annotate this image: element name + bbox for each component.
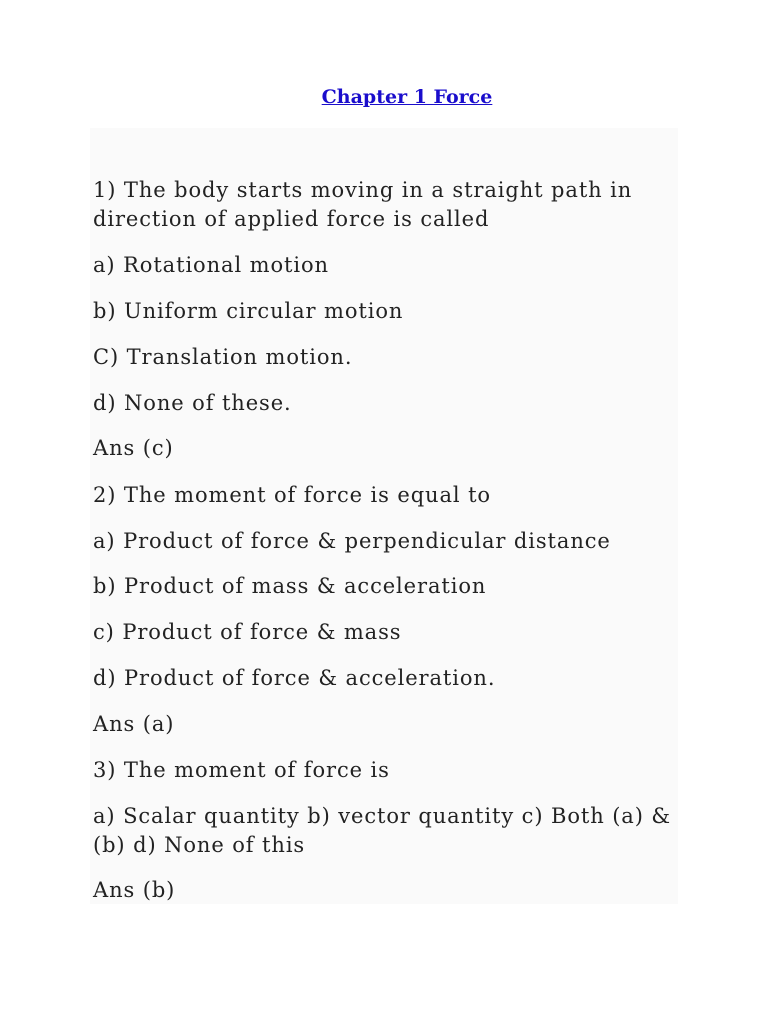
question-1-option-d: d) None of these. [93,391,292,415]
question-1-option-c: C) Translation motion. [93,345,353,369]
question-3-text: 3) The moment of force is [93,758,390,782]
question-3-answer: Ans (b) [93,878,176,902]
question-2-option-d: d) Product of force & acceleration. [93,666,496,690]
question-1-text-line-1: 1) The body starts moving in a straight path in [93,178,633,202]
chapter-title-link[interactable]: Chapter 1 Force [321,86,493,108]
question-2-option-b: b) Product of mass & acceleration [93,574,487,598]
question-2-option-a: a) Product of force & perpendicular distance [93,529,611,553]
question-1-text-line-2: direction of applied force is called [93,207,490,231]
question-3-options-line-1: a) Scalar quantity b) vector quantity c) Both (a) & [93,804,671,828]
question-2-text: 2) The moment of force is equal to [93,483,491,507]
question-1-answer: Ans (c) [93,436,174,460]
question-2-option-c: c) Product of force & mass [93,620,402,644]
question-2-answer: Ans (a) [93,712,175,736]
question-3-options-line-2: (b) d) None of this [93,833,306,857]
question-block [90,128,678,904]
question-1-option-b: b) Uniform circular motion [93,299,404,323]
question-1-option-a: a) Rotational motion [93,253,329,277]
